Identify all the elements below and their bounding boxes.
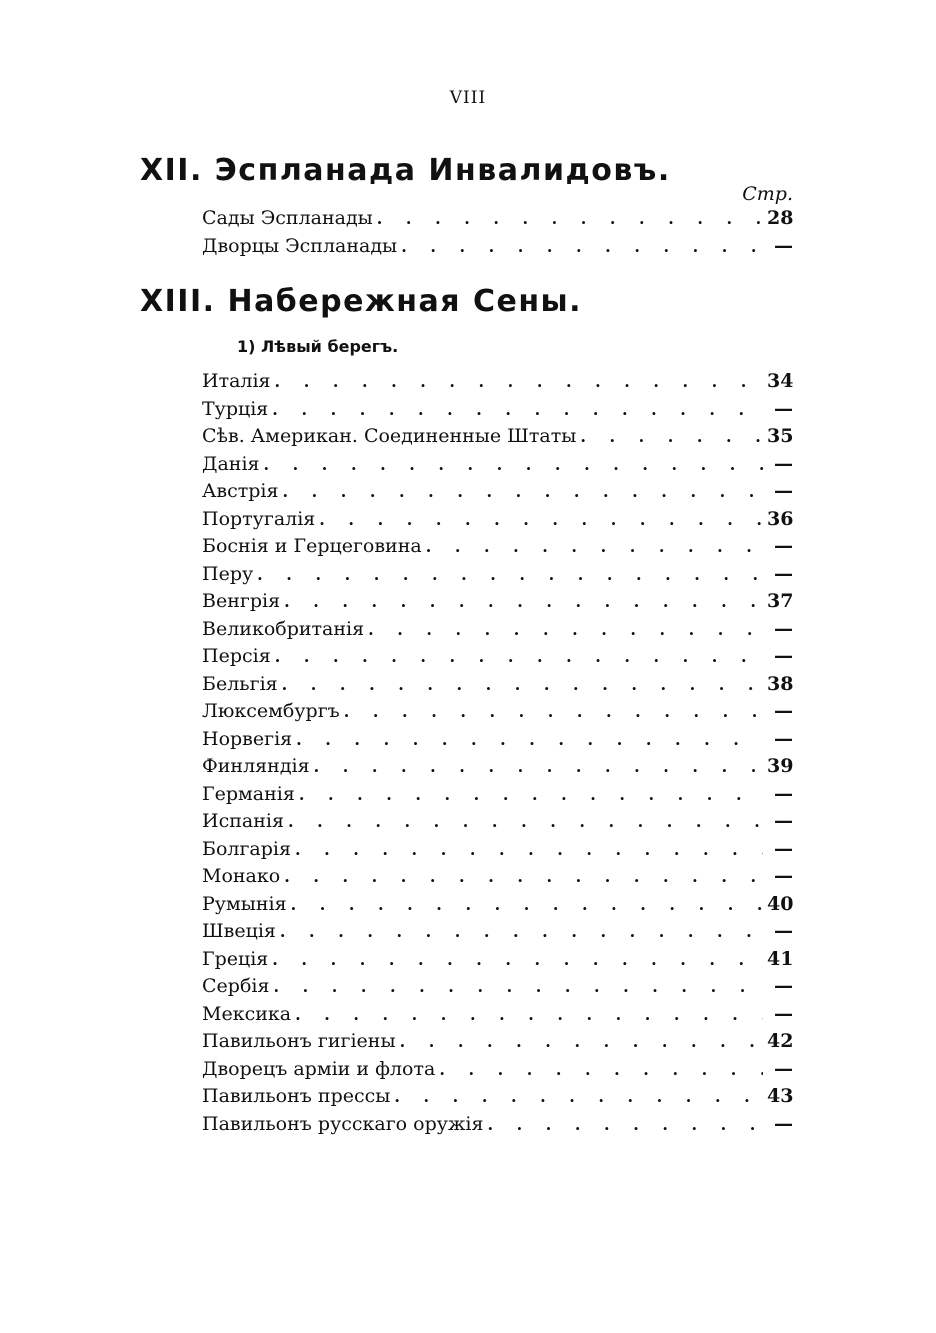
toc-entry — [202, 781, 793, 809]
toc-entry-title: Данія — [202, 452, 260, 475]
dot-leader — [377, 205, 763, 233]
toc-entry-page: 34 — [767, 370, 794, 392]
toc-entry-page: 40 — [767, 892, 794, 915]
toc-entry-title: Португалія — [202, 507, 316, 530]
page-column-header: Стр. — [742, 183, 793, 205]
toc-entry — [202, 1111, 793, 1139]
dot-leader — [296, 726, 763, 754]
toc-entry-title: Дворцы Эспланады — [202, 234, 398, 257]
toc-entry-title: Австрія — [202, 480, 279, 502]
dot-leader — [439, 1056, 763, 1084]
toc-entry — [202, 946, 793, 974]
toc-entry-title: Германія — [202, 782, 295, 805]
toc-entry — [202, 233, 793, 261]
toc-entry — [202, 643, 793, 671]
dot-leader — [426, 533, 763, 561]
toc-entry — [202, 1001, 793, 1029]
toc-entry — [202, 451, 793, 479]
toc-entry-page: — — [774, 480, 793, 502]
toc-entry — [202, 1083, 793, 1111]
toc-entry — [202, 533, 793, 561]
toc-entry-page: 38 — [767, 672, 794, 695]
toc-entry — [202, 1056, 793, 1084]
toc-entry-title: Сады Эспланады — [202, 207, 373, 229]
toc-entry-title: Норвегія — [202, 727, 293, 750]
toc-entry — [202, 808, 793, 836]
dot-leader — [401, 233, 763, 261]
toc-entry-page: 28 — [767, 207, 794, 229]
toc-entry-title: Перу — [202, 562, 254, 585]
toc-entry-page: — — [774, 1057, 793, 1080]
toc-entry-page: — — [774, 1112, 793, 1135]
toc-entry — [202, 588, 793, 616]
toc-entry-page: 35 — [767, 425, 794, 447]
toc-entry-page: 39 — [767, 755, 794, 777]
toc-entry-title: Венгрія — [202, 590, 281, 612]
dot-leader — [275, 643, 763, 671]
toc-entry-title: Павильонъ гигіены — [202, 1030, 396, 1052]
dot-leader — [284, 863, 763, 891]
dot-leader — [400, 1028, 763, 1056]
toc-entry — [202, 726, 793, 754]
toc-entry-title: Персія — [202, 645, 271, 667]
toc-entry-page: — — [774, 975, 793, 997]
toc-entry-title: Павильонъ русскаго оружія — [202, 1112, 484, 1135]
dot-leader — [272, 946, 763, 974]
dot-leader — [291, 891, 763, 919]
toc-entry — [202, 205, 793, 233]
toc-entry-title: Сербія — [202, 975, 270, 997]
toc-entry-page: — — [774, 535, 793, 557]
dot-leader — [368, 616, 763, 644]
toc-entry-title: Монако — [202, 865, 281, 887]
dot-leader — [580, 423, 763, 451]
toc-entry — [202, 973, 793, 1001]
dot-leader — [288, 808, 763, 836]
toc-entry-title: Швеція — [202, 920, 276, 942]
dot-leader — [280, 918, 763, 946]
toc-entry — [202, 1028, 793, 1056]
dot-leader — [314, 753, 763, 781]
dot-leader — [319, 506, 763, 534]
toc-entry-title: Мексика — [202, 1002, 292, 1025]
toc-entry-title: Бельгія — [202, 672, 278, 695]
toc-entry-page: — — [774, 865, 793, 887]
dot-leader — [295, 1001, 763, 1029]
page-number: VIII — [449, 88, 487, 108]
toc-entry-page: — — [774, 562, 793, 585]
toc-entry-page: — — [774, 782, 793, 805]
toc-entry-title: Люксембургъ — [202, 700, 340, 722]
dot-leader — [282, 671, 763, 699]
toc-entry-page: — — [774, 645, 793, 667]
dot-leader — [275, 368, 763, 396]
toc-entry — [202, 918, 793, 946]
toc-entry-page: — — [774, 810, 793, 832]
toc-entry-title: Боснія и Герцеговина — [202, 535, 422, 557]
dot-leader — [284, 588, 763, 616]
toc-entry — [202, 616, 793, 644]
toc-entry-page: — — [774, 727, 793, 750]
dot-leader — [272, 396, 763, 424]
dot-leader — [295, 836, 763, 864]
dot-leader — [487, 1111, 763, 1139]
toc-entry-title: Финляндія — [202, 755, 310, 777]
toc-entry — [202, 753, 793, 781]
toc-entry-page: — — [774, 920, 793, 942]
section-xii-entries — [202, 205, 793, 260]
toc-entry-title: Испанія — [202, 810, 284, 832]
toc-entry — [202, 698, 793, 726]
section-xiii-entries — [202, 368, 793, 1138]
toc-entry — [202, 506, 793, 534]
toc-entry — [202, 478, 793, 506]
toc-entry-title: Италія — [202, 370, 271, 392]
toc-entry — [202, 671, 793, 699]
toc-entry-page: 42 — [767, 1030, 794, 1052]
toc-entry — [202, 396, 793, 424]
subheading-left-bank: 1) Лѣвый берегъ. — [237, 337, 399, 356]
toc-entry-page: — — [774, 234, 793, 257]
toc-entry-title: Румынія — [202, 892, 287, 915]
toc-entry-title: Турція — [202, 397, 269, 420]
toc-entry-page: — — [774, 452, 793, 475]
toc-entry — [202, 836, 793, 864]
dot-leader — [273, 973, 763, 1001]
toc-entry-title: Сѣв. Американ. Соединенные Штаты — [202, 425, 577, 447]
toc-entry — [202, 891, 793, 919]
toc-entry-title: Дворецъ арміи и флота — [202, 1057, 436, 1080]
dot-leader — [264, 451, 763, 479]
dot-leader — [344, 698, 763, 726]
dot-leader — [299, 781, 763, 809]
section-heading-xii: XII. Эспланада Инвалидовъ. — [140, 153, 671, 188]
dot-leader — [394, 1083, 763, 1111]
toc-entry-title: Болгарія — [202, 837, 291, 860]
toc-entry-page: 43 — [767, 1085, 794, 1107]
toc-entry — [202, 863, 793, 891]
toc-entry-page: 41 — [767, 947, 794, 970]
toc-entry-page: 36 — [767, 507, 794, 530]
toc-entry-title: Павильонъ прессы — [202, 1085, 391, 1107]
dot-leader — [257, 561, 763, 589]
toc-entry — [202, 368, 793, 396]
toc-entry-page: — — [774, 397, 793, 420]
toc-entry-title: Великобританія — [202, 617, 365, 640]
section-heading-xiii: XIII. Набережная Сены. — [140, 284, 583, 319]
toc-entry-title: Греція — [202, 947, 269, 970]
toc-entry-page: 37 — [767, 590, 794, 612]
toc-entry-page: — — [774, 617, 793, 640]
toc-entry — [202, 423, 793, 451]
toc-entry — [202, 561, 793, 589]
toc-entry-page: — — [774, 700, 793, 722]
toc-entry-page: — — [774, 837, 793, 860]
dot-leader — [282, 478, 763, 506]
toc-entry-page: — — [774, 1002, 793, 1025]
